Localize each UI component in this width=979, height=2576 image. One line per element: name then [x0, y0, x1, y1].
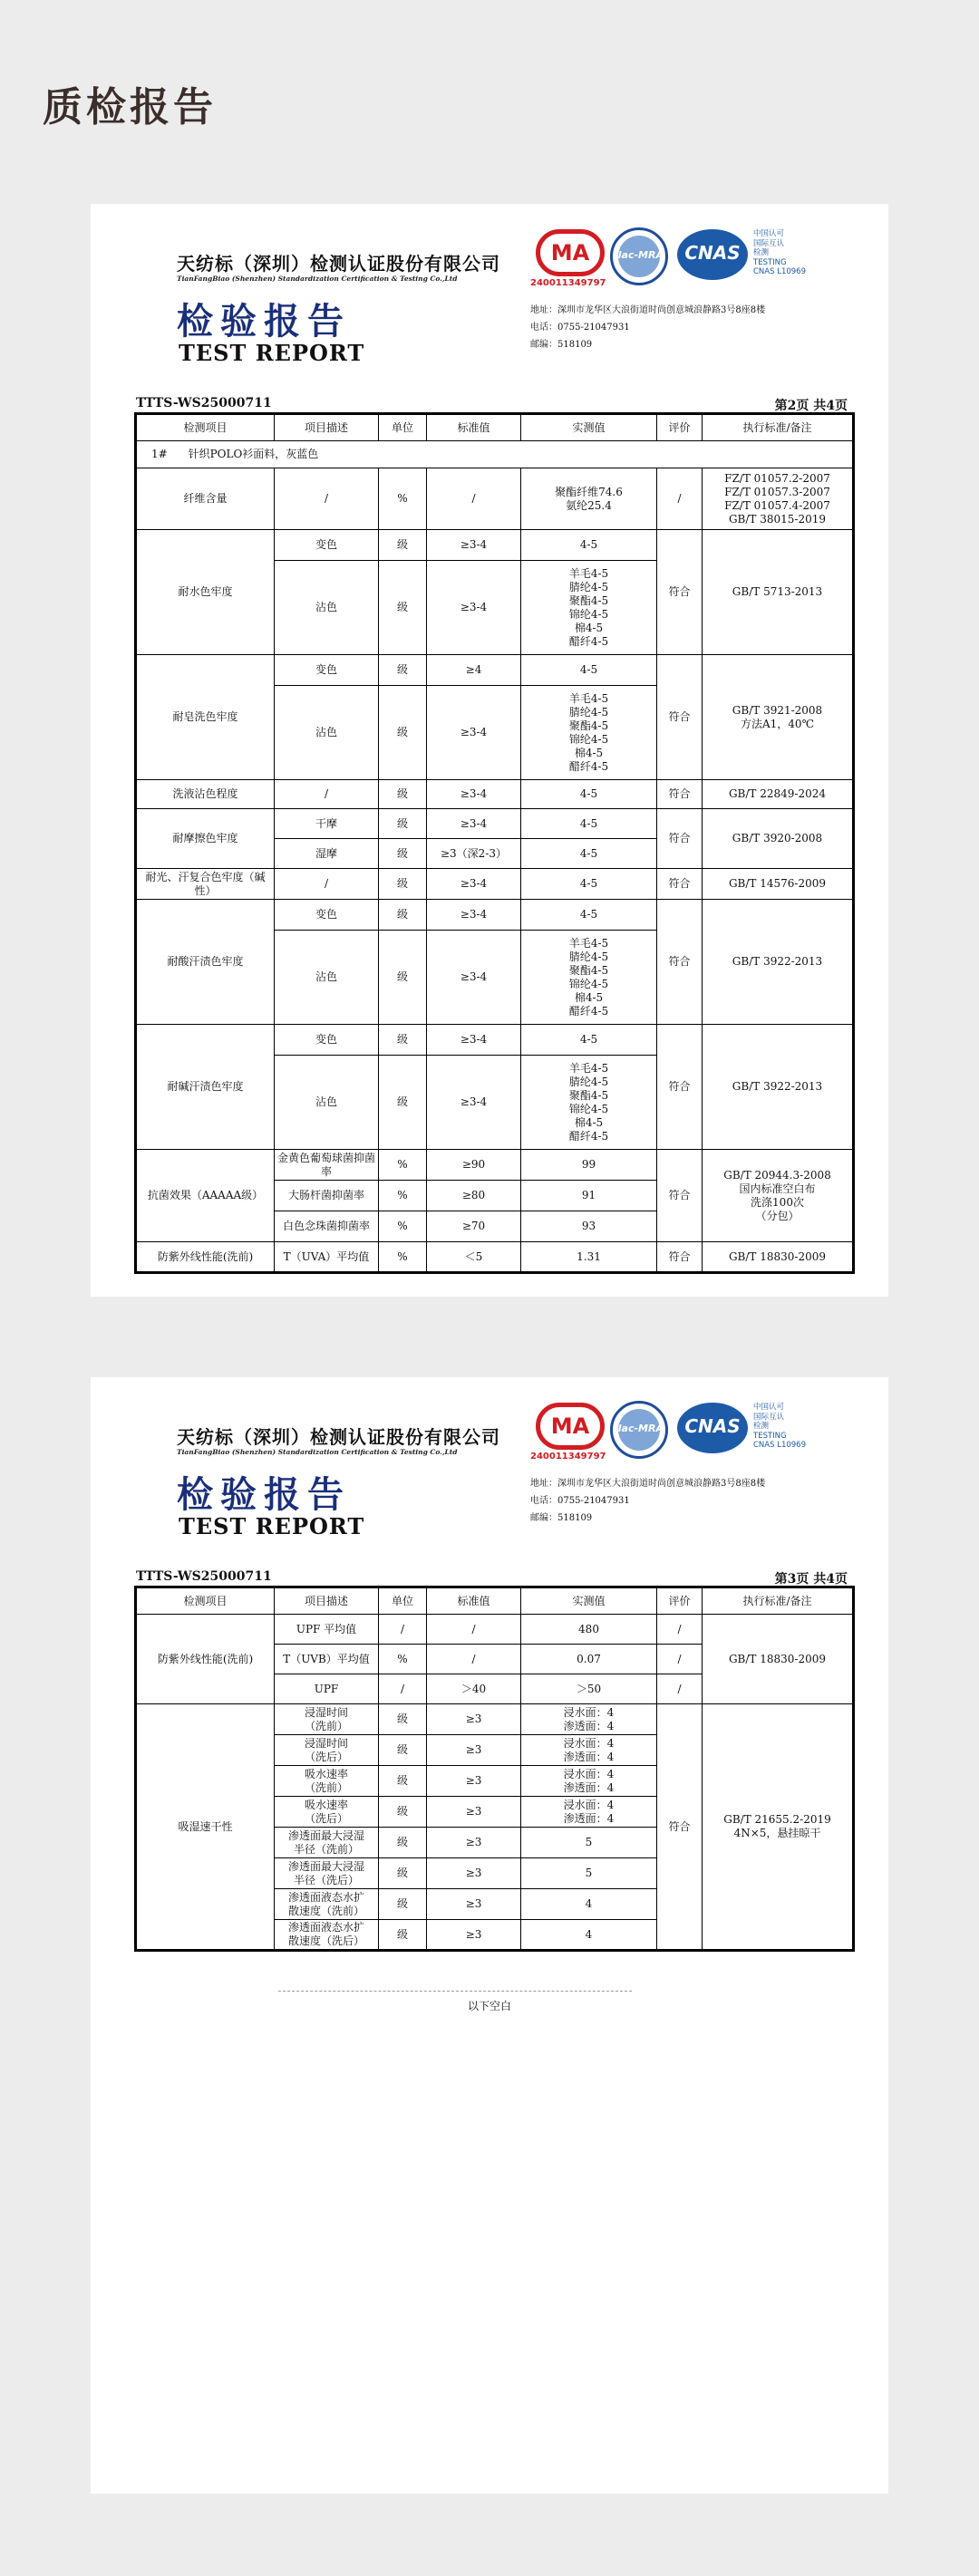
cnas-caption: [753, 1403, 806, 1451]
unit: %: [379, 1242, 427, 1273]
report-page-3: [91, 1377, 888, 2494]
org-name-cn: 天纺标（深圳）检测认证股份有限公司: [177, 253, 500, 275]
evaluation: 符合: [657, 1242, 703, 1273]
address: 地址：深圳市龙华区大浪街道时尚创意城浪静路3号8座8楼: [530, 305, 766, 315]
standard-value: /: [427, 1615, 521, 1645]
cnas-caption-line: TESTING: [753, 1431, 787, 1441]
ma-mark: MA: [536, 229, 605, 276]
column-header: 实测值: [521, 1587, 657, 1615]
measured-value: 4-5: [521, 530, 657, 561]
standard-value: ≥3-4: [427, 780, 521, 809]
report-title-en: TEST REPORT: [179, 340, 365, 366]
column-header: 标准值: [427, 414, 521, 441]
item-desc: 渗透面液态水扩 散速度（洗后）: [275, 1920, 379, 1951]
item-desc: 沾色: [275, 561, 379, 655]
test-standard: GB/T 3922-2013: [703, 900, 854, 1025]
evaluation: 符合: [657, 869, 703, 900]
measured-value: 4-5: [521, 869, 657, 900]
cnas-logo: [677, 1403, 748, 1453]
item-desc: 大肠杆菌抑菌率: [275, 1181, 379, 1211]
ilac-text: ilac-MRA: [615, 249, 664, 261]
standard-value: /: [427, 468, 521, 530]
column-header: 单位: [379, 414, 427, 441]
unit: 级: [379, 1766, 427, 1797]
item-desc: 渗透面液态水扩 散速度（洗前）: [275, 1889, 379, 1920]
end-divider: [278, 1991, 632, 1992]
evaluation: /: [657, 468, 703, 530]
measured-value: 5: [521, 1858, 657, 1889]
test-item: 耐水色牢度: [136, 530, 275, 655]
item-desc: 渗透面最大浸湿 半径（洗后）: [275, 1858, 379, 1889]
table-row: [136, 530, 854, 561]
measured-value: 聚酯纤维74.6 氨纶25.4: [521, 468, 657, 530]
standard-value: ≥3: [427, 1858, 521, 1889]
column-header: 检测项目: [136, 1587, 275, 1615]
measured-value: 羊毛4-5 腈纶4-5 聚酯4-5 锦纶4-5 棉4-5 醋纤4-5: [521, 1056, 657, 1150]
standard-value: ≥4: [427, 655, 521, 686]
cma-logo: [530, 1401, 606, 1464]
page-number: 第2页 共4页: [774, 399, 848, 413]
standard-value: ≥3-4: [427, 931, 521, 1025]
item-desc: 干摩: [275, 809, 379, 839]
standard-value: ≥70: [427, 1211, 521, 1242]
item-desc: 沾色: [275, 686, 379, 780]
test-standard: GB/T 20944.3-2008 国内标准空白布 洗涤100次 （分包）: [703, 1150, 854, 1242]
standard-value: ≥3-4: [427, 1056, 521, 1150]
test-item: 纤维含量: [136, 468, 275, 530]
org-name-en: TianFangBiao (Shenzhen) Standardization Certification & Testing Co.,Ltd: [177, 275, 458, 283]
phone: 电话：0755-21047931: [530, 323, 630, 333]
measured-value: 99: [521, 1150, 657, 1181]
standard-value: ≥3: [427, 1889, 521, 1920]
cnas-caption-line: CNAS L10969: [753, 1441, 806, 1450]
report-number: TTTS-WS25000711: [136, 1569, 272, 1584]
evaluation: 符合: [657, 1704, 703, 1951]
item-desc: 吸水速率 （洗后）: [275, 1797, 379, 1828]
column-header: 实测值: [521, 414, 657, 441]
measured-value: 91: [521, 1181, 657, 1211]
postcode: 邮编：518109: [530, 340, 593, 350]
item-desc: 变色: [275, 1025, 379, 1056]
test-item: 耐酸汗渍色牢度: [136, 900, 275, 1025]
report-title-cn: 检验报告: [177, 300, 351, 343]
test-standard: GB/T 3921-2008 方法A1，40℃: [703, 655, 854, 780]
measured-value: 4-5: [521, 839, 657, 869]
evaluation: 符合: [657, 655, 703, 780]
column-header: 执行标准/备注: [703, 414, 854, 441]
unit: 级: [379, 931, 427, 1025]
table-row: [136, 809, 854, 839]
unit: 级: [379, 686, 427, 780]
end-note: 以下空白: [467, 2000, 511, 2012]
measured-value: 4-5: [521, 780, 657, 809]
column-header: 执行标准/备注: [703, 1587, 854, 1615]
item-desc: UPF: [275, 1674, 379, 1704]
unit: %: [379, 1181, 427, 1211]
item-desc: T（UVB）平均值: [275, 1645, 379, 1674]
measured-value: 1.31: [521, 1242, 657, 1273]
report-header: [91, 1377, 888, 1558]
unit: 级: [379, 1828, 427, 1858]
test-standard: GB/T 3922-2013: [703, 1025, 854, 1150]
evaluation: /: [657, 1645, 703, 1674]
column-header: 单位: [379, 1587, 427, 1615]
unit: 级: [379, 1797, 427, 1828]
column-header: 项目描述: [275, 1587, 379, 1615]
results-table: [134, 1586, 855, 1952]
unit: 级: [379, 561, 427, 655]
evaluation: 符合: [657, 809, 703, 869]
page-title: 质检报告: [43, 84, 217, 130]
table-row: [136, 1025, 854, 1056]
report-header: [91, 204, 888, 385]
standard-value: ≥3-4: [427, 900, 521, 931]
unit: %: [379, 468, 427, 530]
item-desc: 金黄色葡萄球菌抑菌率: [275, 1150, 379, 1181]
standard-value: ≥3: [427, 1766, 521, 1797]
test-standard: GB/T 21655.2-2019 4N×5，悬挂晾干: [703, 1704, 854, 1951]
item-desc: 变色: [275, 655, 379, 686]
test-item: 防紫外线性能(洗前): [136, 1615, 275, 1704]
test-standard: FZ/T 01057.2-2007 FZ/T 01057.3-2007 FZ/T 01057.4-2007 GB/T 38015-2019: [703, 468, 854, 530]
test-item: 洗液沾色程度: [136, 780, 275, 809]
sample-row: [136, 441, 854, 468]
standard-value: ＞40: [427, 1674, 521, 1704]
unit: /: [379, 1674, 427, 1704]
unit: %: [379, 1150, 427, 1181]
test-standard: GB/T 18830-2009: [703, 1242, 854, 1273]
measured-value: 羊毛4-5 腈纶4-5 聚酯4-5 锦纶4-5 棉4-5 醋纤4-5: [521, 931, 657, 1025]
item-desc: 沾色: [275, 931, 379, 1025]
page-number: 第3页 共4页: [774, 1572, 848, 1587]
table-row: [136, 1150, 854, 1181]
unit: 级: [379, 655, 427, 686]
unit: 级: [379, 780, 427, 809]
measured-value: 羊毛4-5 腈纶4-5 聚酯4-5 锦纶4-5 棉4-5 醋纤4-5: [521, 561, 657, 655]
test-item: 防紫外线性能(洗前): [136, 1242, 275, 1273]
unit: 级: [379, 839, 427, 869]
table-row: [136, 900, 854, 931]
table-row: [136, 1704, 854, 1735]
standard-value: ≥3: [427, 1735, 521, 1766]
unit: 级: [379, 900, 427, 931]
standard-value: ≥3-4: [427, 1025, 521, 1056]
ilac-mra-logo: [610, 1401, 668, 1459]
table-row: [136, 1242, 854, 1273]
contact-info: [530, 1475, 765, 1527]
unit: 级: [379, 1025, 427, 1056]
measured-value: 480: [521, 1615, 657, 1645]
cma-logo: [530, 227, 606, 291]
measured-value: 浸水面：4 渗透面：4: [521, 1735, 657, 1766]
unit: 级: [379, 1056, 427, 1150]
item-desc: 浸湿时间 （洗前）: [275, 1704, 379, 1735]
sample-description: 1# 针织POLO衫面料，灰蓝色: [136, 441, 854, 468]
test-item: 耐碱汗渍色牢度: [136, 1025, 275, 1150]
standard-value: ≥90: [427, 1150, 521, 1181]
unit: 级: [379, 869, 427, 900]
results-table: [134, 412, 855, 1274]
standard-value: ＜5: [427, 1242, 521, 1273]
standard-value: ≥3: [427, 1704, 521, 1735]
test-item: 吸湿速干性: [136, 1704, 275, 1951]
address: 地址：深圳市龙华区大浪街道时尚创意城浪静路3号8座8楼: [530, 1479, 766, 1489]
measured-value: 4-5: [521, 1025, 657, 1056]
org-name-en: TianFangBiao (Shenzhen) Standardization Certification & Testing Co.,Ltd: [177, 1448, 458, 1456]
test-standard: GB/T 18830-2009: [703, 1615, 854, 1704]
ma-number: 240011349797: [530, 278, 606, 288]
table-row: [136, 869, 854, 900]
standard-value: ≥80: [427, 1181, 521, 1211]
item-desc: /: [275, 468, 379, 530]
standard-value: ≥3: [427, 1828, 521, 1858]
column-header: 评价: [657, 414, 703, 441]
measured-value: 浸水面：4 渗透面：4: [521, 1797, 657, 1828]
report-title-cn: 检验报告: [177, 1473, 351, 1516]
ilac-mra-logo: [610, 227, 668, 285]
unit: %: [379, 1211, 427, 1242]
item-desc: 渗透面最大浸湿 半径（洗前）: [275, 1828, 379, 1858]
item-desc: 白色念珠菌抑菌率: [275, 1211, 379, 1242]
item-desc: 浸湿时间 （洗后）: [275, 1735, 379, 1766]
standard-value: ≥3-4: [427, 869, 521, 900]
cnas-logo: [677, 229, 748, 280]
cnas-caption-line: 中国认可: [753, 229, 785, 238]
item-desc: 变色: [275, 530, 379, 561]
unit: 级: [379, 1704, 427, 1735]
cnas-caption-line: 检测: [753, 1422, 770, 1431]
column-header: 标准值: [427, 1587, 521, 1615]
cnas-caption-line: 国际互认: [753, 238, 785, 248]
column-header: 评价: [657, 1587, 703, 1615]
measured-value: 5: [521, 1828, 657, 1858]
measured-value: 4-5: [521, 655, 657, 686]
item-desc: 变色: [275, 900, 379, 931]
cnas-caption-line: 检测: [753, 248, 770, 257]
cnas-caption: [753, 229, 806, 277]
table-row: [136, 468, 854, 530]
test-item: 耐皂洗色牢度: [136, 655, 275, 780]
report-title-en: TEST REPORT: [179, 1513, 365, 1539]
test-standard: GB/T 22849-2024: [703, 780, 854, 809]
unit: 级: [379, 1920, 427, 1951]
standard-value: /: [427, 1645, 521, 1674]
cnas-caption-line: TESTING: [753, 257, 787, 267]
table-row: [136, 655, 854, 686]
item-desc: T（UVA）平均值: [275, 1242, 379, 1273]
evaluation: 符合: [657, 780, 703, 809]
evaluation: 符合: [657, 1150, 703, 1242]
cnas-text: CNAS: [684, 1415, 741, 1437]
item-desc: /: [275, 780, 379, 809]
unit: %: [379, 1645, 427, 1674]
measured-value: 4-5: [521, 900, 657, 931]
test-item: 耐光、汗复合色牢度（碱性）: [136, 869, 275, 900]
unit: /: [379, 1615, 427, 1645]
unit: 级: [379, 809, 427, 839]
measured-value: 浸水面：4 渗透面：4: [521, 1766, 657, 1797]
standard-value: ≥3: [427, 1920, 521, 1951]
test-standard: GB/T 3920-2008: [703, 809, 854, 869]
test-item: 耐摩擦色牢度: [136, 809, 275, 869]
evaluation: 符合: [657, 530, 703, 655]
unit: 级: [379, 1735, 427, 1766]
measured-value: 4: [521, 1920, 657, 1951]
standard-value: ≥3-4: [427, 686, 521, 780]
column-header: 检测项目: [136, 414, 275, 441]
table-header-row: [136, 414, 854, 441]
column-header: 项目描述: [275, 414, 379, 441]
standard-value: ≥3（深2-3）: [427, 839, 521, 869]
test-standard: GB/T 5713-2013: [703, 530, 854, 655]
measured-value: 4-5: [521, 809, 657, 839]
item-desc: 湿摩: [275, 839, 379, 869]
table-header-row: [136, 1587, 854, 1615]
org-name-cn: 天纺标（深圳）检测认证股份有限公司: [177, 1426, 500, 1448]
report-number: TTTS-WS25000711: [136, 396, 272, 410]
item-desc: UPF 平均值: [275, 1615, 379, 1645]
measured-value: 93: [521, 1211, 657, 1242]
standard-value: ≥3-4: [427, 561, 521, 655]
measured-value: ＞50: [521, 1674, 657, 1704]
measured-value: 浸水面：4 渗透面：4: [521, 1704, 657, 1735]
phone: 电话：0755-21047931: [530, 1496, 630, 1506]
measured-value: 羊毛4-5 腈纶4-5 聚酯4-5 锦纶4-5 棉4-5 醋纤4-5: [521, 686, 657, 780]
item-desc: 吸水速率 （洗前）: [275, 1766, 379, 1797]
unit: 级: [379, 1889, 427, 1920]
ilac-text: ilac-MRA: [615, 1423, 664, 1434]
item-desc: 沾色: [275, 1056, 379, 1150]
test-standard: GB/T 14576-2009: [703, 869, 854, 900]
certification-logos: [530, 1401, 834, 1464]
cnas-caption-line: 中国认可: [753, 1403, 785, 1412]
test-item: 抗菌效果（AAAAA级）: [136, 1150, 275, 1242]
ma-mark: MA: [536, 1403, 605, 1450]
item-desc: /: [275, 869, 379, 900]
contact-info: [530, 302, 765, 353]
standard-value: ≥3: [427, 1797, 521, 1828]
evaluation: /: [657, 1615, 703, 1645]
table-row: [136, 780, 854, 809]
cnas-text: CNAS: [684, 242, 741, 264]
evaluation: /: [657, 1674, 703, 1704]
standard-value: ≥3-4: [427, 530, 521, 561]
unit: 级: [379, 530, 427, 561]
evaluation: 符合: [657, 900, 703, 1025]
postcode: 邮编：518109: [530, 1513, 593, 1523]
table-row: [136, 1615, 854, 1645]
report-page-2: [91, 204, 888, 1297]
certification-logos: [530, 227, 834, 291]
cnas-caption-line: 国际互认: [753, 1412, 785, 1422]
measured-value: 0.07: [521, 1645, 657, 1674]
standard-value: ≥3-4: [427, 809, 521, 839]
measured-value: 4: [521, 1889, 657, 1920]
ma-number: 240011349797: [530, 1452, 606, 1462]
unit: 级: [379, 1858, 427, 1889]
cnas-caption-line: CNAS L10969: [753, 267, 806, 276]
evaluation: 符合: [657, 1025, 703, 1150]
